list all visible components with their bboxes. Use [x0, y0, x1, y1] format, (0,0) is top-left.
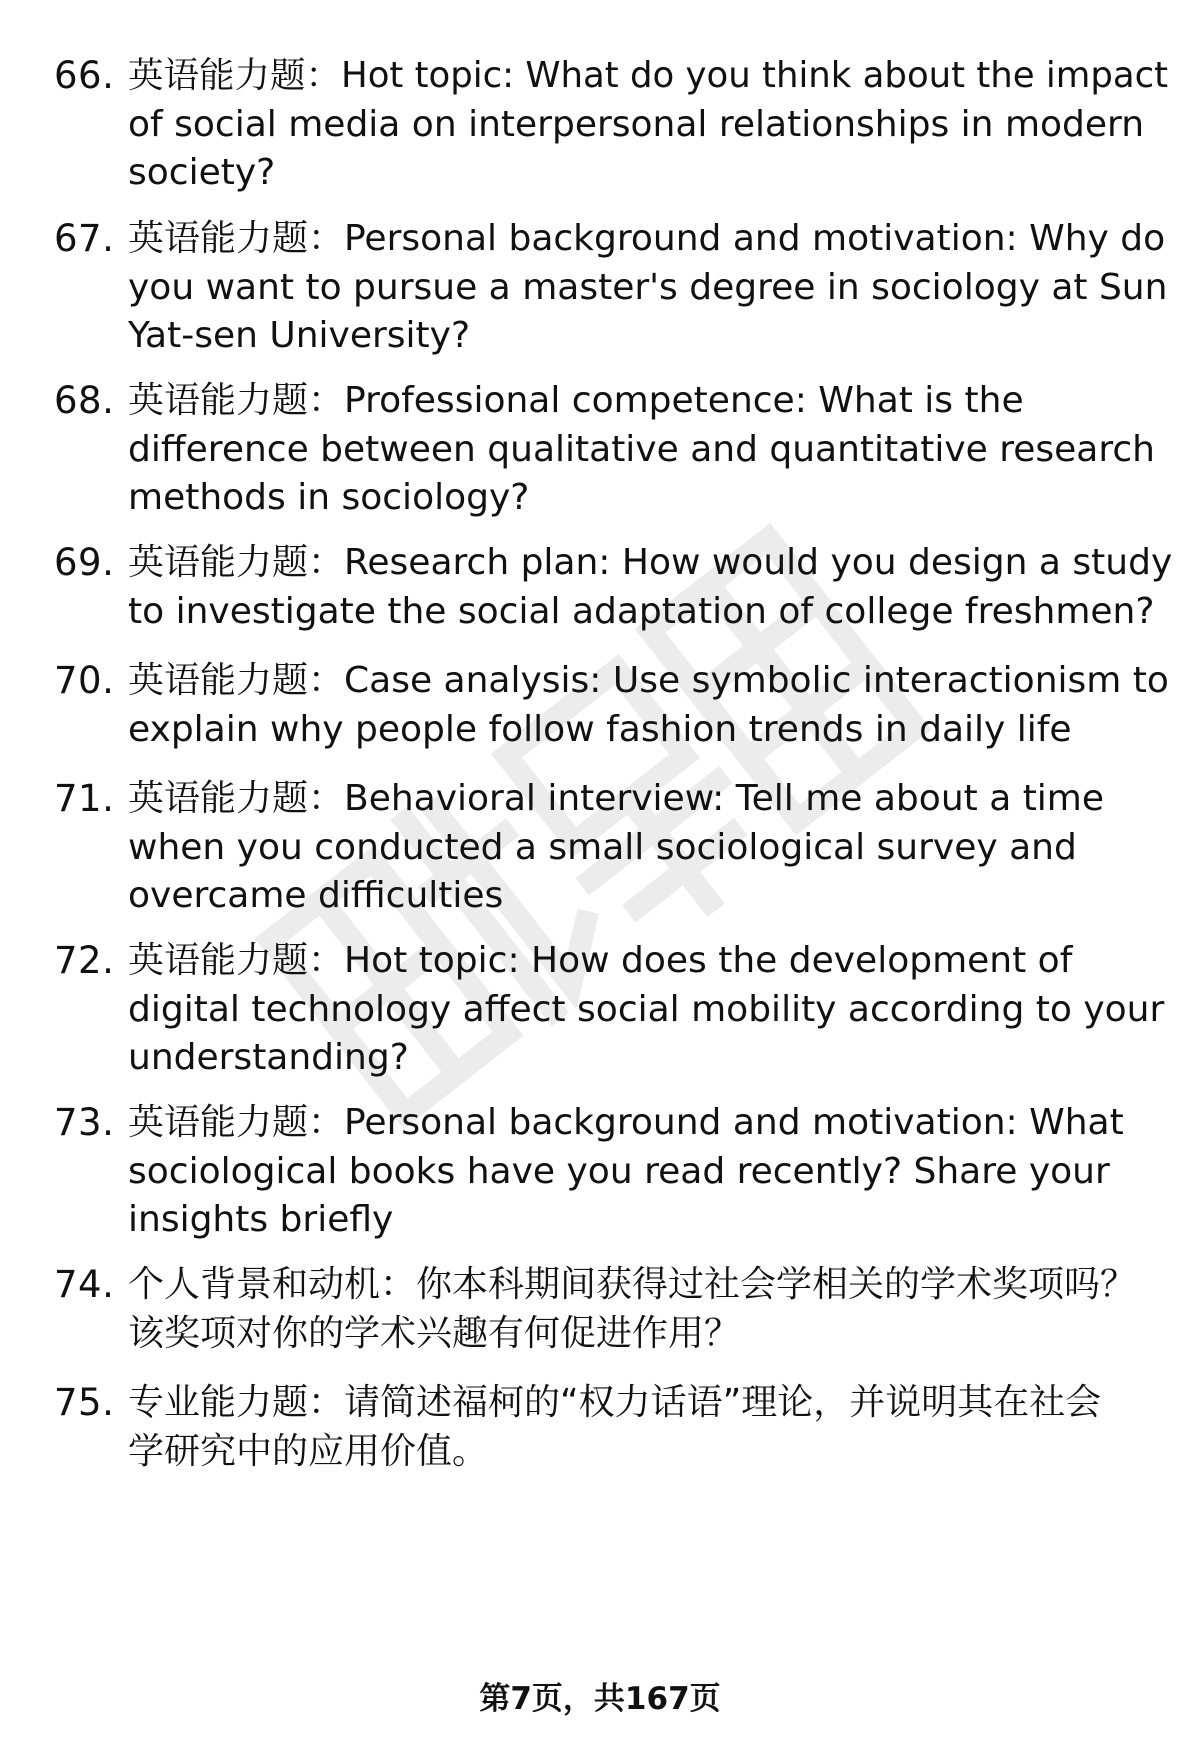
question-text: [128, 1261, 1153, 1358]
page-number-label: 第7页，共167页: [479, 1681, 721, 1717]
question-number: 72.: [54, 939, 115, 982]
question-number: 73.: [54, 1101, 115, 1144]
question-line: difference between qualitative and quantitative research: [128, 428, 1155, 470]
question-line: methods in sociology?: [128, 477, 530, 518]
question-text: [128, 775, 1153, 921]
page-footer: [0, 1679, 1200, 1719]
question-number: 68.: [54, 379, 115, 422]
question-line: 英语能力题：Personal background and motivation: Why do: [128, 218, 1166, 259]
question-line: when you conducted a small sociological survey and: [128, 826, 1077, 868]
question-line: digital technology affect social mobility according to your: [128, 988, 1165, 1030]
question-text: [128, 215, 1168, 361]
question-text: [128, 1379, 1153, 1476]
question-line: 英语能力题：Case analysis: Use symbolic interactionism to: [128, 660, 1169, 701]
question-number: 67.: [54, 217, 115, 260]
question-line: 专业能力题：请简述福柯的“权力话语”理论，并说明其在社会: [128, 1382, 1102, 1423]
question-line: to investigate the social adaptation of college freshmen?: [128, 590, 1155, 632]
question-line: you want to pursue a master's degree in sociology at Sun: [128, 266, 1168, 308]
question-number: 70.: [54, 659, 115, 702]
question-line: explain why people follow fashion trends in daily life: [128, 708, 1072, 750]
question-text: [128, 1099, 1153, 1245]
question-line: 英语能力题：Professional competence: What is the: [128, 380, 1024, 421]
question-line: insights briefly: [128, 1199, 394, 1240]
question-line: 该奖项对你的学术兴趣有何促进作用？: [128, 1312, 741, 1354]
question-line: society?: [128, 152, 276, 193]
question-number: 69.: [54, 541, 115, 584]
question-line: 英语能力题：Behavioral interview: Tell me about a time: [128, 778, 1105, 819]
question-line: 英语能力题：Hot topic: What do you think about the impact: [128, 55, 1169, 96]
question-number: 74.: [54, 1263, 115, 1306]
question-number: 75.: [54, 1381, 115, 1424]
question-line: 英语能力题：Research plan: How would you design a study: [128, 542, 1173, 583]
question-line: sociological books have you read recently? Share your: [128, 1150, 1110, 1192]
question-line: 个人背景和动机：你本科期间获得过社会学相关的学术奖项吗？: [128, 1264, 1137, 1305]
question-text: [128, 937, 1165, 1083]
question-line: 学研究中的应用价值。: [128, 1430, 489, 1472]
question-line: 英语能力题：Hot topic: How does the development of: [128, 940, 1073, 981]
question-number: 66.: [54, 54, 115, 97]
question-text: [128, 52, 1169, 198]
question-line: 英语能力题：Personal background and motivation: What: [128, 1102, 1124, 1143]
question-line: overcame difficulties: [128, 875, 504, 916]
question-line: understanding?: [128, 1037, 409, 1078]
question-line: Yat-sen University?: [128, 315, 471, 356]
question-text: [128, 657, 1169, 754]
question-text: [128, 539, 1173, 636]
question-line: of social media on interpersonal relationships in modern: [128, 103, 1145, 145]
question-text: [128, 377, 1153, 523]
question-number: 71.: [54, 777, 115, 820]
